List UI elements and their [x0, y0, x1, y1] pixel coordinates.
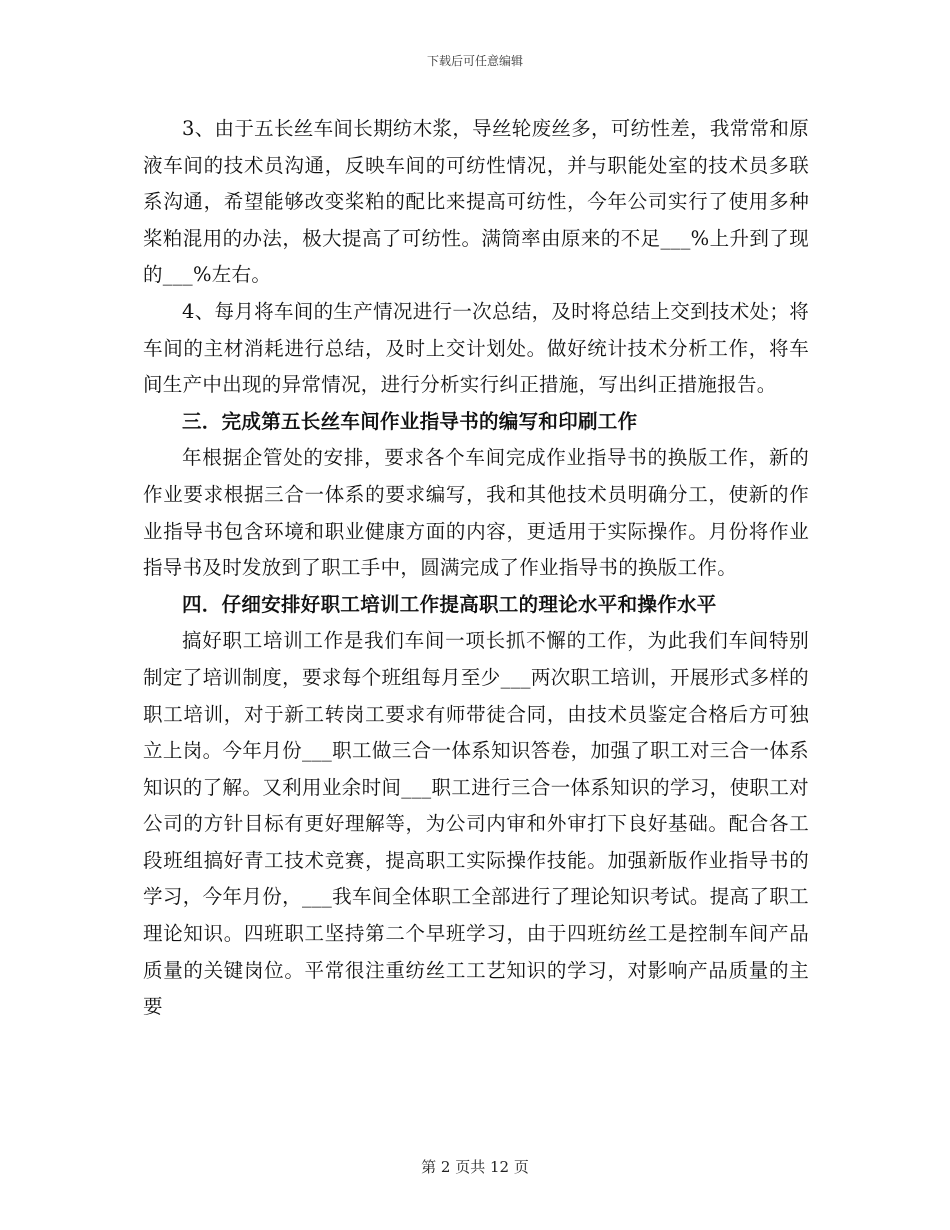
- page-header: 下载后可任意编辑: [426, 54, 523, 68]
- section-heading-3: 三．完成第五长丝车间作业指导书的编写和印刷工作: [182, 409, 638, 433]
- section-heading-4: 四．仔细安排好职工培训工作提高职工的理论水平和操作水平: [182, 592, 717, 616]
- paragraph-section-4: 搞好职工培训工作是我们车间一项长抓不懈的工作，为此我们车间特别制定了培训制度，要求每个班组每月至少___两次职工培训，开展形式多样的职工培训，对于新工转岗工要求有师带徒合同，由技术员鉴定合格后方可独立上岗。今年月份___职工做三合一体系知识答卷，加强了职工对三合一体系知识的了解。又利用业余时间___职工进行三合一体系知识的学习，使职工对公司的方针目标有更好理解等，为公司内审和外审打下良好基础。配合各工段班组搞好青工技术竞赛，提高职工实际操作技能。加强新版作业指导书的学习，今年月份，___我车间全体职工全部进行了理论知识考试。提高了职工理论知识。四班职工坚持第二个早班学习，由于四班纺丝工是控制车间产品质量的关键岗位。平常很注重纺丝工工艺知识的学习，对影响产品质量的主要: [143, 629, 809, 1019]
- paragraph-section-3: 年根据企管处的安排，要求各个车间完成作业指导书的换版工作，新的作业要求根据三合一体系的要求编写，我和其他技术员明确分工，使新的作业指导书包含环境和职业健康方面的内容，更适用于实际操作。月份将作业指导书及时发放到了职工手中，圆满完成了作业指导书的换版工作。: [143, 446, 809, 580]
- document-body: [143, 111, 809, 1026]
- page-footer: 第 2 页共 12 页: [421, 1158, 529, 1176]
- paragraph-item-4: 4、每月将车间的生产情况进行一次总结，及时将总结上交到技术处；将车间的主材消耗进行总结，及时上交计划处。做好统计技术分析工作，将车间生产中出现的异常情况，进行分析实行纠正措施，写出纠正措施报告。: [143, 299, 809, 397]
- paragraph-item-3: 3、由于五长丝车间长期纺木浆，导丝轮废丝多，可纺性差，我常常和原液车间的技术员沟通，反映车间的可纺性情况，并与职能处室的技术员多联系沟通，希望能够改变桨粕的配比来提高可纺性，今年公司实行了使用多种桨粕混用的办法，极大提高了可纺性。满筒率由原来的不足___%上升到了现的___%左右。: [143, 117, 809, 287]
